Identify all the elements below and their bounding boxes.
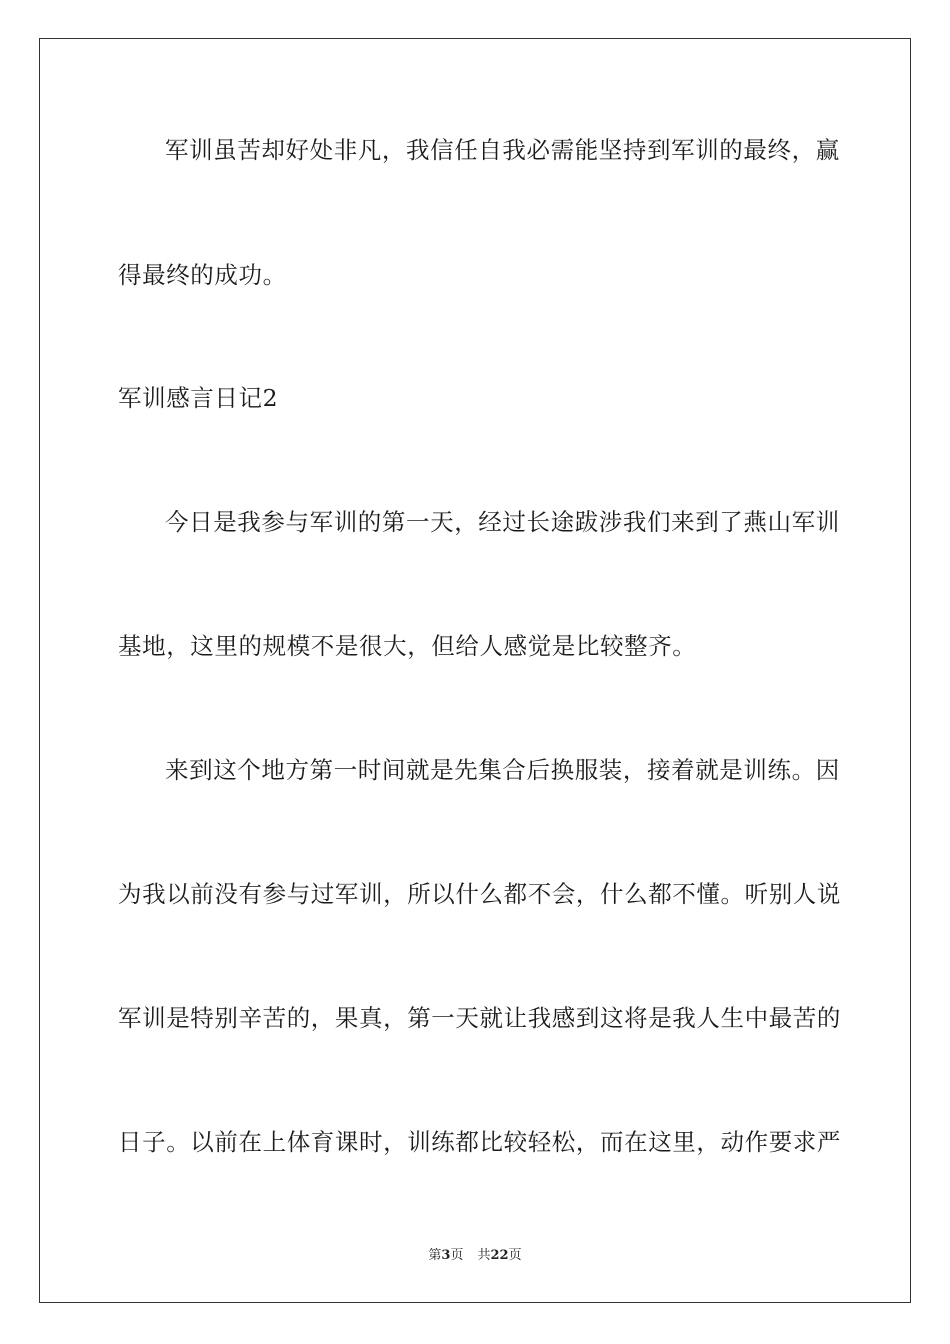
footer-page-number: 3 — [441, 1248, 451, 1263]
paragraph-line-1: 军训虽苦却好处非凡，我信任自我必需能坚持到军训的最终，赢 — [165, 136, 840, 164]
page-border — [39, 38, 911, 1303]
paragraph-line-5: 来到这个地方第一时间就是先集合后换服装，接着就是训练。因 — [165, 756, 840, 784]
footer-total-suffix: 页 — [508, 1248, 522, 1263]
footer-total-pages: 22 — [490, 1248, 509, 1263]
page-footer — [0, 1248, 950, 1264]
paragraph-line-3: 今日是我参与军训的第一天，经过长途跋涉我们来到了燕山军训 — [165, 508, 840, 536]
footer-page-prefix: 第 — [428, 1248, 442, 1263]
paragraph-line-6: 为我以前没有参与过军训，所以什么都不会，什么都不懂。听别人说 — [118, 880, 841, 908]
section-heading: 军训感言日记2 — [118, 384, 279, 412]
paragraph-line-8: 日子。以前在上体育课时，训练都比较轻松，而在这里，动作要求严 — [118, 1128, 841, 1156]
footer-page-suffix: 页 — [450, 1248, 464, 1263]
footer-total-prefix: 共 — [477, 1248, 491, 1263]
paragraph-line-7: 军训是特别辛苦的，果真，第一天就让我感到这将是我人生中最苦的 — [118, 1004, 841, 1032]
paragraph-line-2: 得最终的成功。 — [118, 261, 287, 289]
paragraph-line-4: 基地，这里的规模不是很大，但给人感觉是比较整齐。 — [118, 632, 697, 660]
